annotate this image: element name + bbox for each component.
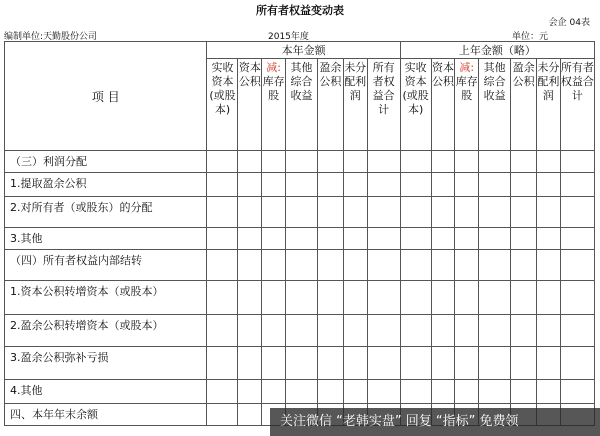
watermark-banner: 关注微信 “老韩实盘” 回复 “指标” 免费领 [270, 408, 600, 436]
report-year: 2015年度 [268, 32, 309, 42]
row-label: 3.盈余公积弥补亏损 [5, 347, 207, 380]
equity-statement-table [4, 41, 595, 426]
row-label: 2.对所有者（或股东）的分配 [5, 197, 207, 228]
col-less-label: 减: [266, 61, 281, 74]
col-other-comprehensive-income: 其他综合收益 [483, 61, 506, 102]
col-less-label: 减: [459, 61, 475, 74]
col-paid-in-capital: 实收资本(或股本) [402, 61, 429, 116]
row-label: 1.资本公积转增资本（或股本） [5, 281, 207, 315]
row-label: （四）所有者权益内部结转 [5, 250, 207, 281]
col-paid-in-capital: 实收资本(或股本) [209, 61, 236, 116]
row-label: （三）利润分配 [5, 151, 207, 173]
previous-year-header: 上年金额（略） [400, 42, 594, 59]
report-title: 所有者权益变动表 [256, 4, 344, 17]
col-undistributed-profit: 未分配利润 [344, 61, 367, 102]
col-total-equity: 所有者权益合计 [560, 61, 594, 102]
col-undistributed-profit: 未分配利润 [537, 61, 560, 102]
item-header: 项 目 [5, 42, 207, 151]
col-treasury-stock: 库存股 [455, 75, 478, 102]
row-label: 2.盈余公积转增资本（或股本） [5, 315, 207, 347]
current-year-header: 本年金额 [207, 42, 400, 59]
row-label: 3.其他 [5, 228, 207, 250]
col-total-equity: 所有者权益合计 [372, 61, 395, 116]
col-treasury-stock: 库存股 [262, 75, 285, 102]
col-surplus-reserve: 盈余公积 [319, 61, 342, 88]
col-capital-reserve: 资本公积 [238, 61, 261, 88]
row-label: 1.提取盈余公积 [5, 173, 207, 197]
reporting-entity: 编制单位:天勤股份公司 [4, 32, 98, 42]
col-surplus-reserve: 盈余公积 [512, 61, 535, 88]
col-other-comprehensive-income: 其他综合收益 [290, 61, 313, 102]
row-label: 四、本年年末余额 [5, 404, 207, 426]
form-code: 会企 04表 [548, 18, 590, 28]
col-capital-reserve: 资本公积 [432, 61, 455, 88]
currency-unit: 单位：元 [512, 32, 549, 42]
row-label: 4.其他 [5, 380, 207, 404]
